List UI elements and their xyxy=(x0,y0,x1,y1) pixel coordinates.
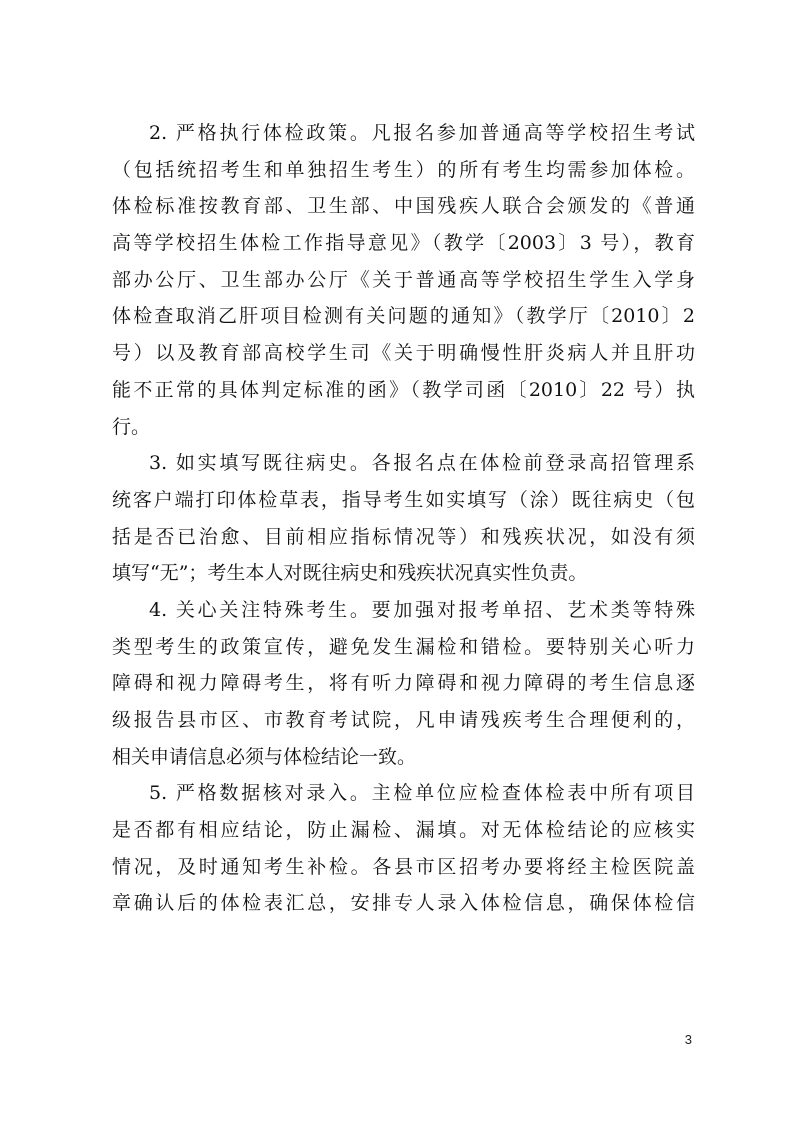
paragraph-2-line-9: 行。 xyxy=(112,415,151,438)
paragraph-4-line-3: 障碍和视力障碍考生，将有听力障碍和视力障碍的考生信息逐 xyxy=(112,672,695,695)
document-body xyxy=(112,115,695,922)
paragraph-5-line-1: 5. 严格数据核对录入。主检单位应检查体检表中所有项目 xyxy=(149,782,695,805)
paragraph-2-line-5: 部办公厅、卫生部办公厅《关于普通高等学校招生学生入学身 xyxy=(112,268,695,291)
paragraph-4-line-4: 级报告县市区、市教育考试院，凡申请残疾考生合理便利的， xyxy=(112,709,695,731)
paragraph-2-line-1: 2. 严格执行体检政策。凡报名参加普通高等学校招生考试 xyxy=(149,122,695,144)
paragraph-2-line-4: 高等学校招生体检工作指导意见》（教学〔2003〕3 号），教育 xyxy=(112,232,695,255)
paragraph-2-line-2: （包括统招考生和单独招生考生）的所有考生均需参加体检。 xyxy=(112,158,695,181)
paragraph-4-line-1: 4. 关心关注特殊考生。要加强对报考单招、艺术类等特殊 xyxy=(149,598,695,621)
paragraph-2-line-6: 体检查取消乙肝项目检测有关问题的通知》（教学厅〔2010〕2 xyxy=(112,305,695,328)
paragraph-3-line-2: 统客户端打印体检草表，指导考生如实填写（涂）既往病史（包 xyxy=(112,488,695,511)
paragraph-3-line-3: 括是否已治愈、目前相应指标情况等）和残疾状况，如没有须 xyxy=(112,525,695,548)
paragraph-4-line-2: 类型考生的政策宣传，避免发生漏检和错检。要特别关心听力 xyxy=(112,635,695,658)
paragraph-5-line-2: 是否都有相应结论，防止漏检、漏填。对无体检结论的应核实 xyxy=(112,819,695,842)
paragraph-5-line-3: 情况，及时通知考生补检。各县市区招考办要将经主检医院盖 xyxy=(112,855,695,878)
paragraph-5-line-4: 章确认后的体检表汇总，安排专人录入体检信息，确保体检信 xyxy=(112,892,695,915)
paragraph-2-line-3: 体检标准按教育部、卫生部、中国残疾人联合会颁发的《普通 xyxy=(112,195,695,218)
paragraph-3-line-4: 填写“无”；考生本人对既往病史和残疾状况真实性负责。 xyxy=(112,562,588,585)
paragraph-2-line-8: 能不正常的具体判定标准的函》（教学司函〔2010〕22 号）执 xyxy=(112,378,695,401)
paragraph-3-line-1: 3. 如实填写既往病史。各报名点在体检前登录高招管理系 xyxy=(149,452,695,475)
page-number: 3 xyxy=(684,1032,692,1047)
paragraph-2-line-7: 号）以及教育部高校学生司《关于明确慢性肝炎病人并且肝功 xyxy=(112,342,695,365)
paragraph-4-line-5: 相关申请信息必须与体检结论一致。 xyxy=(112,745,417,768)
